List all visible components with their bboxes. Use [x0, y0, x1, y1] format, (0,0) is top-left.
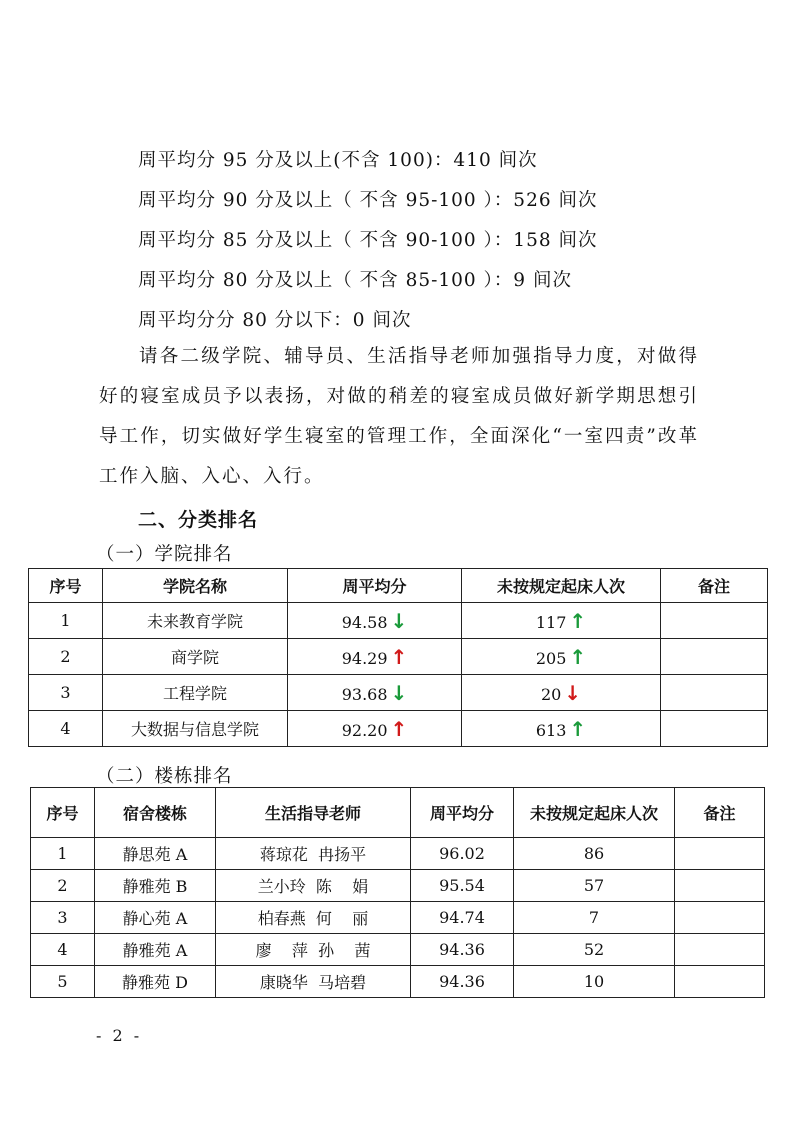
row-no: 3	[31, 902, 95, 934]
building-name: 静雅苑 D	[95, 966, 216, 998]
stat-line-3: 周平均分 85 分及以上（ 不含 90-100 ）：158 间次	[138, 230, 598, 251]
header-late-count: 未按规定起床人次	[462, 569, 661, 603]
down-arrow-icon: ↓	[390, 680, 408, 705]
section-title: 二、分类排名	[138, 509, 259, 531]
page-number: - 2 -	[96, 1026, 143, 1045]
note-cell	[675, 902, 765, 934]
table-row	[29, 711, 768, 747]
late-count-cell: 52	[514, 934, 675, 966]
late-count-value: 20	[540, 684, 562, 704]
building-table-header	[31, 788, 765, 838]
up-arrow-icon: ↑	[390, 716, 408, 741]
note-cell	[675, 838, 765, 870]
table-row	[29, 603, 768, 639]
building-name: 静心苑 A	[95, 902, 216, 934]
college-name: 工程学院	[103, 675, 288, 711]
header-no: 序号	[29, 569, 103, 603]
up-arrow-icon: ↑	[390, 644, 408, 669]
header-weekly-avg: 周平均分	[411, 788, 514, 838]
building-name: 静思苑 A	[95, 838, 216, 870]
note-cell	[675, 870, 765, 902]
late-count-cell	[462, 639, 661, 675]
note-cell	[661, 711, 768, 747]
teacher-names: 柏春燕 何 丽	[216, 902, 411, 934]
note-cell	[661, 603, 768, 639]
late-count-cell: 7	[514, 902, 675, 934]
weekly-avg-value: 93.68	[341, 684, 388, 704]
weekly-avg-cell	[288, 711, 462, 747]
table-row	[31, 838, 765, 870]
note-cell	[661, 675, 768, 711]
header-note: 备注	[675, 788, 765, 838]
weekly-avg-value: 92.20	[341, 720, 388, 740]
college-name: 商学院	[103, 639, 288, 675]
row-no: 1	[29, 603, 103, 639]
stat-line-5: 周平均分分 80 分以下：0 间次	[138, 310, 412, 331]
building-name: 静雅苑 B	[95, 870, 216, 902]
row-no: 4	[31, 934, 95, 966]
late-count-value: 613	[535, 720, 567, 740]
late-count-cell: 10	[514, 966, 675, 998]
weekly-avg-value: 94.58	[341, 612, 388, 632]
instruction-paragraph: 请各二级学院、辅导员、生活指导老师加强指导力度，对做得好的寝室成员予以表扬，对做的稍差的寝室成员做好新学期思想引导工作，切实做好学生寝室的管理工作，全面深化“一室四责”改革工作入脑、入心、入行。	[99, 346, 699, 487]
college-name: 大数据与信息学院	[103, 711, 288, 747]
down-arrow-icon: ↓	[390, 608, 408, 633]
weekly-avg-cell: 94.36	[411, 934, 514, 966]
building-ranking-table	[30, 787, 765, 998]
teacher-names: 康晓华 马培碧	[216, 966, 411, 998]
header-no: 序号	[31, 788, 95, 838]
header-teacher: 生活指导老师	[216, 788, 411, 838]
late-count-value: 205	[535, 648, 567, 668]
teacher-names: 蒋琼花 冉扬平	[216, 838, 411, 870]
header-building: 宿舍楼栋	[95, 788, 216, 838]
row-no: 5	[31, 966, 95, 998]
teacher-names: 廖 萍 孙 茜	[216, 934, 411, 966]
stat-line-2: 周平均分 90 分及以上（ 不含 95-100 ）：526 间次	[138, 190, 598, 211]
weekly-avg-cell: 94.74	[411, 902, 514, 934]
row-no: 2	[31, 870, 95, 902]
weekly-avg-cell: 94.36	[411, 966, 514, 998]
teacher-names: 兰小玲 陈 娟	[216, 870, 411, 902]
weekly-avg-value: 94.29	[341, 648, 388, 668]
note-cell	[661, 639, 768, 675]
stat-line-1: 周平均分 95 分及以上(不含 100)：410 间次	[138, 150, 538, 171]
weekly-avg-cell	[288, 603, 462, 639]
table-row	[31, 902, 765, 934]
building-ranking-title: （二）楼栋排名	[96, 766, 233, 787]
header-college-name: 学院名称	[103, 569, 288, 603]
weekly-avg-cell: 95.54	[411, 870, 514, 902]
table-row	[31, 870, 765, 902]
stat-line-4: 周平均分 80 分及以上（ 不含 85-100 ）：9 间次	[138, 270, 572, 291]
weekly-avg-cell: 96.02	[411, 838, 514, 870]
row-no: 4	[29, 711, 103, 747]
header-weekly-avg: 周平均分	[288, 569, 462, 603]
college-ranking-table	[28, 568, 768, 747]
late-count-cell: 86	[514, 838, 675, 870]
note-cell	[675, 934, 765, 966]
building-name: 静雅苑 A	[95, 934, 216, 966]
table-row	[29, 675, 768, 711]
note-cell	[675, 966, 765, 998]
weekly-avg-cell	[288, 639, 462, 675]
college-ranking-title: （一）学院排名	[96, 544, 233, 565]
down-arrow-icon: ↓	[564, 680, 582, 705]
up-arrow-icon: ↑	[569, 644, 587, 669]
row-no: 3	[29, 675, 103, 711]
up-arrow-icon: ↑	[569, 608, 587, 633]
college-table-header	[29, 569, 768, 603]
table-row	[29, 639, 768, 675]
late-count-cell	[462, 675, 661, 711]
weekly-avg-cell	[288, 675, 462, 711]
late-count-cell	[462, 603, 661, 639]
late-count-cell	[462, 711, 661, 747]
row-no: 1	[31, 838, 95, 870]
table-row	[31, 934, 765, 966]
late-count-cell: 57	[514, 870, 675, 902]
header-note: 备注	[661, 569, 768, 603]
table-row	[31, 966, 765, 998]
late-count-value: 117	[535, 612, 567, 632]
row-no: 2	[29, 639, 103, 675]
up-arrow-icon: ↑	[569, 716, 587, 741]
header-late-count: 未按规定起床人次	[514, 788, 675, 838]
college-name: 未来教育学院	[103, 603, 288, 639]
